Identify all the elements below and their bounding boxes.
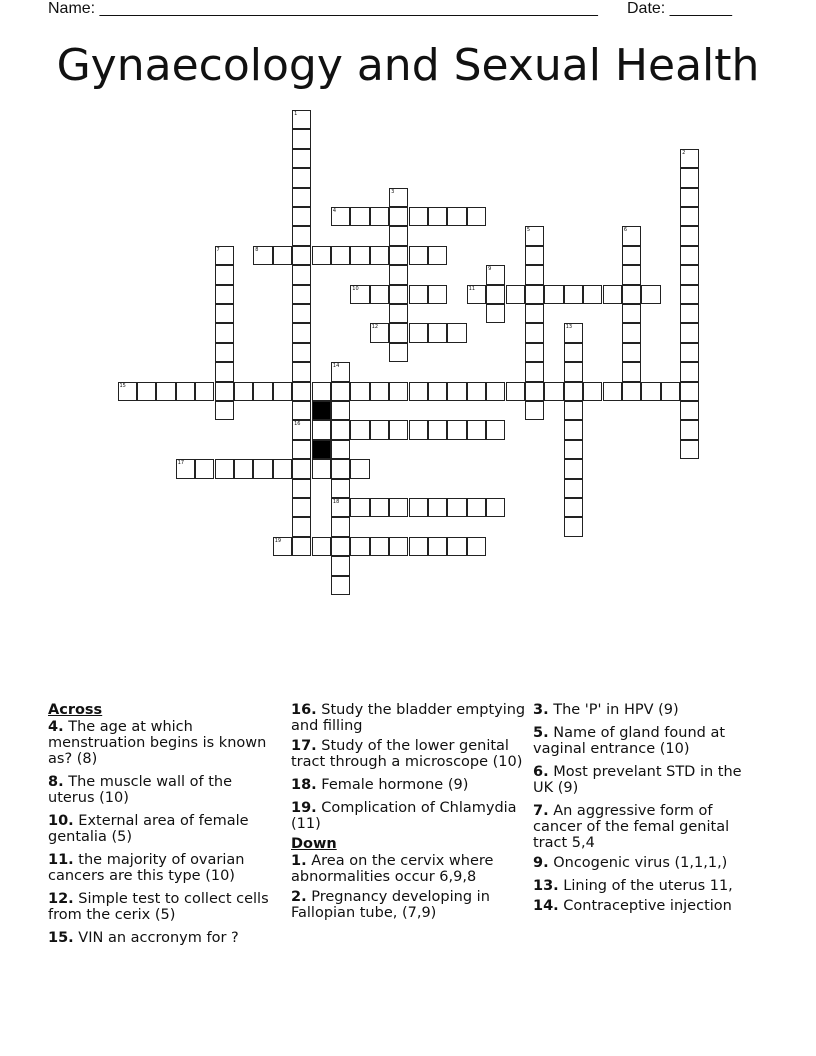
crossword-cell[interactable] — [622, 304, 641, 323]
crossword-cell[interactable] — [583, 382, 602, 401]
crossword-cell[interactable] — [389, 207, 408, 226]
crossword-cell[interactable] — [680, 188, 699, 207]
crossword-cell[interactable] — [680, 265, 699, 284]
crossword-cell[interactable] — [680, 420, 699, 439]
crossword-cell[interactable] — [680, 323, 699, 342]
crossword-cell[interactable] — [350, 285, 369, 304]
crossword-cell[interactable] — [331, 420, 350, 439]
down-heading: Down — [291, 836, 337, 852]
crossword-cell[interactable] — [564, 440, 583, 459]
crossword-cell[interactable] — [467, 285, 486, 304]
crossword-cell[interactable] — [350, 246, 369, 265]
crossword-cell[interactable] — [680, 149, 699, 168]
crossword-cell[interactable] — [564, 498, 583, 517]
crossword-cell[interactable] — [447, 323, 466, 342]
crossword-cell[interactable] — [428, 420, 447, 439]
crossword-cell[interactable] — [641, 285, 660, 304]
crossword-cell[interactable] — [622, 382, 641, 401]
clue-number: 19 — [274, 537, 282, 544]
crossword-cell[interactable] — [409, 207, 428, 226]
clue-number: 9 — [488, 266, 492, 273]
crossword-cell[interactable] — [234, 382, 253, 401]
blocked-cell — [312, 440, 331, 459]
page-title: Gynaecology and Sexual Health — [56, 40, 760, 91]
clue-number: 8 — [255, 246, 259, 253]
crossword-cell[interactable] — [506, 382, 525, 401]
crossword-cell[interactable] — [389, 304, 408, 323]
crossword-cell[interactable] — [292, 246, 311, 265]
crossword-cell[interactable] — [292, 323, 311, 342]
crossword-cell[interactable] — [525, 304, 544, 323]
crossword-cell[interactable] — [312, 246, 331, 265]
crossword-cell[interactable] — [680, 168, 699, 187]
crossword-cell[interactable] — [428, 207, 447, 226]
crossword-cell[interactable] — [292, 537, 311, 556]
clue-number: 13 — [565, 324, 573, 331]
crossword-cell[interactable] — [525, 285, 544, 304]
crossword-cell[interactable] — [680, 226, 699, 245]
crossword-cell[interactable] — [389, 188, 408, 207]
crossword-cell[interactable] — [273, 459, 292, 478]
crossword-cell[interactable] — [215, 285, 234, 304]
crossword-cell[interactable] — [680, 246, 699, 265]
blocked-cell — [312, 401, 331, 420]
crossword-cell[interactable] — [292, 382, 311, 401]
crossword-cell[interactable] — [370, 382, 389, 401]
crossword-cell[interactable] — [680, 343, 699, 362]
crossword-cell[interactable] — [292, 226, 311, 245]
crossword-cell[interactable] — [370, 537, 389, 556]
crossword-cell[interactable] — [428, 382, 447, 401]
crossword-cell[interactable] — [292, 517, 311, 536]
crossword-cell[interactable] — [564, 401, 583, 420]
crossword-cell[interactable] — [409, 285, 428, 304]
crossword-cell[interactable] — [350, 420, 369, 439]
crossword-cell[interactable] — [409, 420, 428, 439]
crossword-cell[interactable] — [331, 382, 350, 401]
crossword-cell[interactable] — [331, 246, 350, 265]
crossword-cell[interactable] — [292, 265, 311, 284]
crossword-cell[interactable] — [370, 420, 389, 439]
crossword-cell[interactable] — [215, 246, 234, 265]
crossword-cell[interactable] — [389, 265, 408, 284]
clue-number: 7 — [216, 246, 220, 253]
clue-across-17: 17. Study of the lower genital tract through a microscope (10) — [291, 738, 523, 770]
clue-number: 12 — [371, 324, 379, 331]
clue-down-5: 5. Name of gland found at vaginal entrance (10) — [533, 725, 726, 757]
crossword-cell[interactable] — [409, 537, 428, 556]
crossword-cell[interactable] — [525, 362, 544, 381]
clue-number: 15 — [119, 382, 126, 389]
crossword-cell[interactable] — [292, 440, 311, 459]
crossword-cell[interactable] — [622, 246, 641, 265]
clue-across-12: 12. Simple test to collect cells from the cerix (5) — [48, 891, 269, 923]
crossword-cell[interactable] — [389, 246, 408, 265]
crossword-cell[interactable] — [389, 343, 408, 362]
crossword-cell[interactable] — [312, 459, 331, 478]
crossword-cell[interactable] — [331, 517, 350, 536]
clue-number: 6 — [623, 227, 628, 234]
crossword-cell[interactable] — [583, 285, 602, 304]
clue-down-14: 14. Contraceptive injection — [533, 898, 732, 914]
crossword-cell[interactable] — [525, 226, 544, 245]
clue-number: 14 — [332, 363, 340, 370]
crossword-cell[interactable] — [176, 382, 195, 401]
crossword-cell[interactable] — [389, 285, 408, 304]
crossword-cell[interactable] — [370, 498, 389, 517]
crossword-cell[interactable] — [641, 382, 660, 401]
crossword-cell[interactable] — [331, 556, 350, 575]
clue-number: 4 — [332, 208, 337, 214]
crossword-cell[interactable] — [292, 362, 311, 381]
crossword-cell[interactable] — [331, 498, 350, 517]
crossword-cell[interactable] — [525, 246, 544, 265]
clue-across-19: 19. Complication of Chlamydia (11) — [291, 800, 517, 832]
crossword-cell[interactable] — [564, 382, 583, 401]
crossword-cell[interactable] — [292, 149, 311, 168]
clue-down-9: 9. Oncogenic virus (1,1,1,) — [533, 855, 728, 871]
name-field-label: Name: ________________________________________________________ — [48, 0, 598, 17]
crossword-cell[interactable] — [680, 401, 699, 420]
crossword-cell[interactable] — [680, 440, 699, 459]
crossword-cell[interactable] — [292, 110, 311, 129]
crossword-cell[interactable] — [331, 440, 350, 459]
crossword-cell[interactable] — [331, 576, 350, 595]
crossword-cell[interactable] — [447, 420, 466, 439]
crossword-cell[interactable] — [409, 382, 428, 401]
crossword-cell[interactable] — [215, 323, 234, 342]
crossword-cell[interactable] — [661, 382, 680, 401]
crossword-cell[interactable] — [370, 323, 389, 342]
crossword-cell[interactable] — [564, 323, 583, 342]
crossword-cell[interactable] — [331, 207, 350, 226]
crossword-cell[interactable] — [312, 382, 331, 401]
crossword-cell[interactable] — [215, 304, 234, 323]
clues-column-3 — [533, 702, 765, 921]
crossword-cell[interactable] — [370, 246, 389, 265]
crossword-cell[interactable] — [389, 537, 408, 556]
crossword-cell[interactable] — [564, 517, 583, 536]
crossword-cell[interactable] — [292, 343, 311, 362]
crossword-cell[interactable] — [292, 420, 311, 439]
crossword-cell[interactable] — [292, 207, 311, 226]
crossword-cell[interactable] — [525, 401, 544, 420]
clues-column-1 — [48, 702, 276, 953]
crossword-cell[interactable] — [467, 420, 486, 439]
crossword-cell[interactable] — [215, 401, 234, 420]
crossword-cell[interactable] — [409, 246, 428, 265]
crossword-cell[interactable] — [467, 498, 486, 517]
clue-down-1: 1. Area on the cervix where abnormalities occur 6,9,8 — [291, 853, 494, 885]
crossword-cell[interactable] — [622, 343, 641, 362]
clue-down-2: 2. Pregnancy developing in Fallopian tube, (7,9) — [291, 889, 490, 921]
crossword-cell[interactable] — [486, 304, 505, 323]
clue-across-18: 18. Female hormone (9) — [291, 777, 469, 793]
crossword-cell[interactable] — [564, 285, 583, 304]
clue-number: 16 — [294, 421, 301, 428]
crossword-cell[interactable] — [622, 265, 641, 284]
crossword-cell[interactable] — [350, 459, 369, 478]
clue-down-13: 13. Lining of the uterus 11, — [533, 878, 733, 894]
crossword-cell[interactable] — [195, 459, 214, 478]
crossword-cell[interactable] — [506, 285, 525, 304]
crossword-cell[interactable] — [350, 382, 369, 401]
date-field-label: Date: _______ — [627, 0, 732, 17]
crossword-cell[interactable] — [176, 459, 195, 478]
crossword-cell[interactable] — [118, 382, 137, 401]
crossword-cell[interactable] — [544, 285, 563, 304]
crossword-cell[interactable] — [215, 459, 234, 478]
crossword-cell[interactable] — [389, 323, 408, 342]
crossword-cell[interactable] — [428, 537, 447, 556]
crossword-cell[interactable] — [447, 498, 466, 517]
crossword-cell[interactable] — [331, 479, 350, 498]
crossword-cell[interactable] — [564, 459, 583, 478]
clue-number: 11 — [468, 285, 476, 292]
crossword-cell[interactable] — [215, 343, 234, 362]
crossword-cell[interactable] — [292, 188, 311, 207]
clue-number: 2 — [682, 149, 686, 156]
crossword-cell[interactable] — [350, 537, 369, 556]
crossword-cell[interactable] — [292, 401, 311, 420]
crossword-cell[interactable] — [447, 382, 466, 401]
crossword-cell[interactable] — [428, 323, 447, 342]
crossword-cell[interactable] — [370, 207, 389, 226]
crossword-cell[interactable] — [622, 285, 641, 304]
crossword-cell[interactable] — [680, 207, 699, 226]
clue-number: 17 — [177, 460, 185, 467]
clue-across-15: 15. VIN an accronym for ? — [48, 930, 239, 946]
crossword-cell[interactable] — [467, 207, 486, 226]
clue-down-7: 7. An aggressive form of cancer of the femal genital tract 5,4 — [533, 803, 730, 851]
crossword-cell[interactable] — [447, 537, 466, 556]
crossword-cell[interactable] — [273, 537, 292, 556]
crossword-cell[interactable] — [428, 498, 447, 517]
crossword-cell[interactable] — [564, 362, 583, 381]
clue-across-11: 11. the majority of ovarian cancers are this type (10) — [48, 852, 245, 884]
clue-down-6: 6. Most prevelant STD in the UK (9) — [533, 764, 742, 796]
crossword-cell[interactable] — [292, 498, 311, 517]
clue-across-10: 10. External area of female gentalia (5) — [48, 813, 249, 845]
crossword-cell[interactable] — [273, 382, 292, 401]
crossword-cell[interactable] — [680, 362, 699, 381]
crossword-cell[interactable] — [331, 362, 350, 381]
crossword-cell[interactable] — [137, 382, 156, 401]
crossword-cell[interactable] — [680, 285, 699, 304]
crossword-cell[interactable] — [331, 459, 350, 478]
crossword-cell[interactable] — [544, 382, 563, 401]
crossword-cell[interactable] — [389, 498, 408, 517]
crossword-cell[interactable] — [253, 459, 272, 478]
crossword-cell[interactable] — [156, 382, 175, 401]
crossword-cell[interactable] — [215, 362, 234, 381]
crossword-cell[interactable] — [525, 323, 544, 342]
crossword-cell[interactable] — [350, 498, 369, 517]
crossword-cell[interactable] — [292, 285, 311, 304]
clue-number: 10 — [352, 285, 359, 292]
crossword-cell[interactable] — [389, 420, 408, 439]
crossword-cell[interactable] — [603, 285, 622, 304]
across-heading: Across — [48, 702, 103, 718]
crossword-cell[interactable] — [350, 207, 369, 226]
crossword-cell[interactable] — [467, 537, 486, 556]
crossword-cell[interactable] — [486, 498, 505, 517]
crossword-cell[interactable] — [253, 246, 272, 265]
crossword-cell[interactable] — [234, 459, 253, 478]
crossword-cell[interactable] — [292, 304, 311, 323]
clue-across-8: 8. The muscle wall of the uterus (10) — [48, 774, 232, 806]
crossword-cell[interactable] — [292, 129, 311, 148]
clue-across-16: 16. Study the bladder emptying and filling — [291, 702, 526, 734]
crossword-cell[interactable] — [389, 226, 408, 245]
clue-number: 3 — [391, 188, 395, 195]
crossword-cell[interactable] — [428, 246, 447, 265]
crossword-cell[interactable] — [215, 265, 234, 284]
crossword-cell[interactable] — [486, 285, 505, 304]
crossword-cell[interactable] — [486, 382, 505, 401]
crossword-cell[interactable] — [215, 382, 234, 401]
crossword-cell[interactable] — [525, 265, 544, 284]
crossword-cell[interactable] — [292, 459, 311, 478]
crossword-cell[interactable] — [292, 479, 311, 498]
crossword-cell[interactable] — [486, 265, 505, 284]
crossword-cell[interactable] — [447, 207, 466, 226]
crossword-cell[interactable] — [428, 285, 447, 304]
crossword-cell[interactable] — [331, 537, 350, 556]
clues-column-2 — [291, 702, 527, 928]
crossword-cell[interactable] — [564, 343, 583, 362]
crossword-cell[interactable] — [409, 498, 428, 517]
clue-across-4: 4. The age at which menstruation begins is known as? (8) — [48, 719, 267, 767]
crossword-cell[interactable] — [292, 168, 311, 187]
crossword-cell[interactable] — [564, 420, 583, 439]
crossword-cell[interactable] — [680, 304, 699, 323]
crossword-cell[interactable] — [273, 246, 292, 265]
clue-down-3: 3. The 'P' in HPV (9) — [533, 702, 679, 718]
crossword-cell[interactable] — [312, 537, 331, 556]
clue-number: 5 — [526, 227, 531, 234]
crossword-cell[interactable] — [622, 323, 641, 342]
crossword-cell[interactable] — [370, 285, 389, 304]
crossword-cell[interactable] — [564, 479, 583, 498]
crossword-cell[interactable] — [195, 382, 214, 401]
crossword-cell[interactable] — [525, 382, 544, 401]
crossword-cell[interactable] — [680, 382, 699, 401]
crossword-cell[interactable] — [486, 420, 505, 439]
clue-number: 1 — [294, 111, 298, 117]
crossword-cell[interactable] — [253, 382, 272, 401]
crossword-cell[interactable] — [622, 362, 641, 381]
crossword-cell[interactable] — [603, 382, 622, 401]
crossword-cell[interactable] — [389, 382, 408, 401]
crossword-cell[interactable] — [312, 420, 331, 439]
crossword-cell[interactable] — [622, 226, 641, 245]
crossword-cell[interactable] — [525, 343, 544, 362]
clue-number: 18 — [332, 499, 340, 505]
crossword-cell[interactable] — [409, 323, 428, 342]
crossword-cell[interactable] — [467, 382, 486, 401]
crossword-cell[interactable] — [331, 401, 350, 420]
